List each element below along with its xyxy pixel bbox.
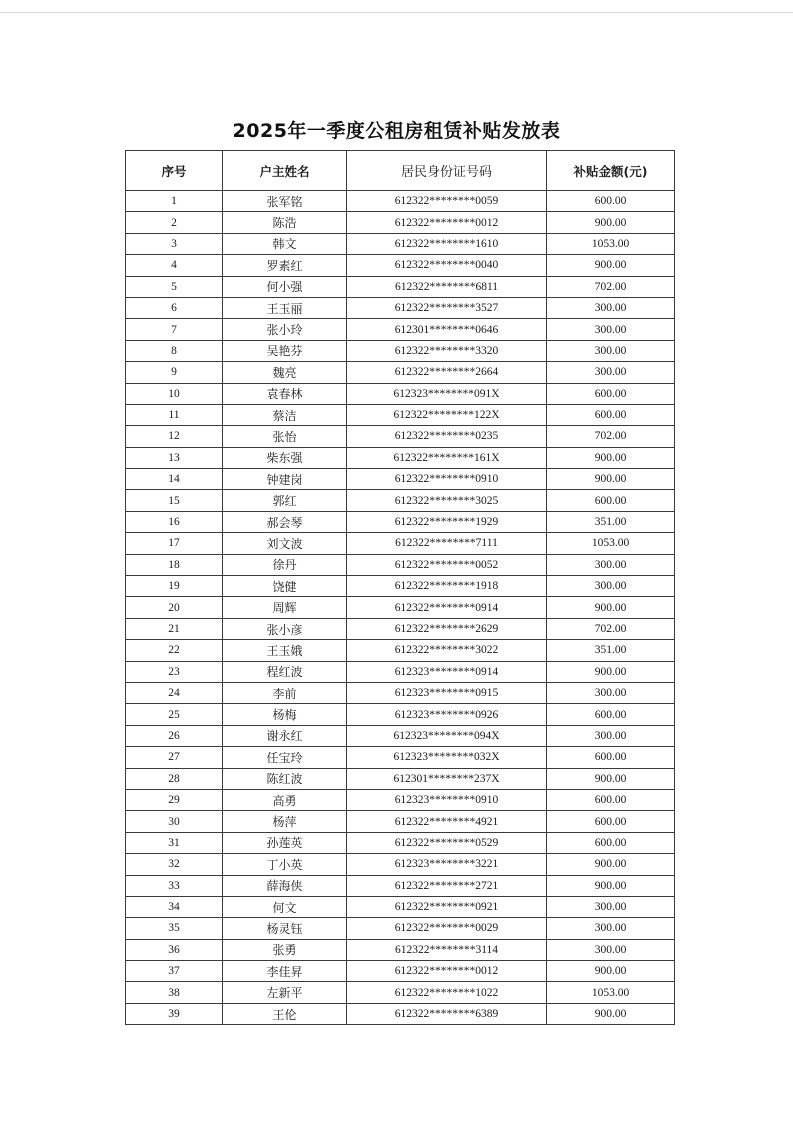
cell-name: 徐丹 [223, 554, 347, 575]
cell-id-number: 612323********0914 [347, 661, 547, 682]
cell-id-number: 612323********0915 [347, 682, 547, 703]
cell-id-number: 612323********3221 [347, 854, 547, 875]
table-row [126, 319, 675, 340]
cell-id-number: 612322********122X [347, 404, 547, 425]
cell-seq: 10 [126, 383, 223, 404]
cell-name: 杨梅 [223, 704, 347, 725]
cell-id-number: 612322********1610 [347, 233, 547, 254]
cell-amount: 600.00 [547, 811, 675, 832]
cell-id-number: 612322********0012 [347, 212, 547, 233]
cell-name: 蔡洁 [223, 404, 347, 425]
table-row [126, 533, 675, 554]
cell-amount: 300.00 [547, 576, 675, 597]
cell-seq: 27 [126, 747, 223, 768]
cell-seq: 28 [126, 768, 223, 789]
cell-amount: 702.00 [547, 618, 675, 639]
table-row [126, 918, 675, 939]
table-row [126, 725, 675, 746]
cell-name: 丁小英 [223, 854, 347, 875]
page-top-rule [0, 12, 793, 13]
cell-amount: 900.00 [547, 597, 675, 618]
cell-id-number: 612322********2629 [347, 618, 547, 639]
cell-name: 钟建岗 [223, 469, 347, 490]
cell-name: 杨萍 [223, 811, 347, 832]
cell-name: 陈红波 [223, 768, 347, 789]
table-row [126, 597, 675, 618]
cell-id-number: 612322********161X [347, 447, 547, 468]
cell-amount: 300.00 [547, 725, 675, 746]
cell-name: 李佳昇 [223, 961, 347, 982]
cell-name: 陈浩 [223, 212, 347, 233]
table-row [126, 704, 675, 725]
table-row [126, 276, 675, 297]
cell-seq: 13 [126, 447, 223, 468]
cell-name: 任宝玲 [223, 747, 347, 768]
cell-name: 张小彦 [223, 618, 347, 639]
cell-name: 张勇 [223, 939, 347, 960]
cell-id-number: 612322********6389 [347, 1003, 547, 1024]
cell-id-number: 612322********0529 [347, 832, 547, 853]
cell-amount: 1053.00 [547, 982, 675, 1003]
cell-id-number: 612322********0914 [347, 597, 547, 618]
cell-amount: 300.00 [547, 682, 675, 703]
cell-seq: 17 [126, 533, 223, 554]
cell-name: 韩文 [223, 233, 347, 254]
table-row [126, 469, 675, 490]
cell-amount: 300.00 [547, 297, 675, 318]
cell-id-number: 612323********0910 [347, 789, 547, 810]
cell-name: 周辉 [223, 597, 347, 618]
table-row [126, 661, 675, 682]
cell-seq: 8 [126, 340, 223, 361]
cell-seq: 19 [126, 576, 223, 597]
cell-seq: 11 [126, 404, 223, 425]
table-row [126, 682, 675, 703]
cell-amount: 300.00 [547, 896, 675, 917]
table-row [126, 554, 675, 575]
cell-amount: 702.00 [547, 426, 675, 447]
cell-amount: 900.00 [547, 447, 675, 468]
table-row [126, 426, 675, 447]
subsidy-table [125, 150, 675, 1025]
cell-name: 罗素红 [223, 255, 347, 276]
cell-amount: 300.00 [547, 362, 675, 383]
cell-amount: 600.00 [547, 191, 675, 212]
table-row [126, 297, 675, 318]
table-row [126, 832, 675, 853]
cell-amount: 900.00 [547, 469, 675, 490]
table-row [126, 961, 675, 982]
cell-id-number: 612322********3114 [347, 939, 547, 960]
cell-name: 魏亮 [223, 362, 347, 383]
cell-amount: 1053.00 [547, 233, 675, 254]
cell-name: 王玉丽 [223, 297, 347, 318]
cell-seq: 1 [126, 191, 223, 212]
cell-name: 李前 [223, 682, 347, 703]
cell-seq: 25 [126, 704, 223, 725]
table-row [126, 768, 675, 789]
cell-amount: 702.00 [547, 276, 675, 297]
cell-name: 郭红 [223, 490, 347, 511]
cell-seq: 30 [126, 811, 223, 832]
cell-name: 高勇 [223, 789, 347, 810]
cell-name: 薛海侠 [223, 875, 347, 896]
cell-seq: 3 [126, 233, 223, 254]
cell-amount: 900.00 [547, 961, 675, 982]
cell-seq: 4 [126, 255, 223, 276]
cell-name: 何文 [223, 896, 347, 917]
cell-amount: 600.00 [547, 704, 675, 725]
cell-seq: 12 [126, 426, 223, 447]
cell-amount: 300.00 [547, 918, 675, 939]
cell-seq: 16 [126, 511, 223, 532]
column-header-id-number: 居民身份证号码 [347, 151, 547, 191]
table-row [126, 640, 675, 661]
cell-id-number: 612322********0921 [347, 896, 547, 917]
table-row [126, 789, 675, 810]
cell-amount: 300.00 [547, 939, 675, 960]
cell-seq: 22 [126, 640, 223, 661]
cell-seq: 36 [126, 939, 223, 960]
cell-name: 程红波 [223, 661, 347, 682]
cell-seq: 15 [126, 490, 223, 511]
cell-name: 张小玲 [223, 319, 347, 340]
table-row [126, 875, 675, 896]
cell-seq: 5 [126, 276, 223, 297]
cell-amount: 351.00 [547, 640, 675, 661]
cell-seq: 35 [126, 918, 223, 939]
table-body [126, 191, 675, 1025]
table-row [126, 1003, 675, 1024]
cell-amount: 900.00 [547, 212, 675, 233]
cell-id-number: 612322********0059 [347, 191, 547, 212]
cell-id-number: 612322********0040 [347, 255, 547, 276]
cell-amount: 900.00 [547, 255, 675, 276]
cell-amount: 300.00 [547, 340, 675, 361]
table-row [126, 340, 675, 361]
table-header-row [126, 151, 675, 191]
cell-amount: 600.00 [547, 383, 675, 404]
cell-id-number: 612323********094X [347, 725, 547, 746]
column-header-name: 户主姓名 [223, 151, 347, 191]
page-title: 2025年一季度公租房租赁补贴发放表 [232, 120, 561, 142]
table-row [126, 383, 675, 404]
table-row [126, 854, 675, 875]
table-row [126, 939, 675, 960]
cell-id-number: 612322********4921 [347, 811, 547, 832]
cell-seq: 39 [126, 1003, 223, 1024]
table-row [126, 212, 675, 233]
cell-name: 刘文波 [223, 533, 347, 554]
cell-seq: 20 [126, 597, 223, 618]
table-row [126, 896, 675, 917]
cell-seq: 29 [126, 789, 223, 810]
cell-name: 左新平 [223, 982, 347, 1003]
cell-seq: 21 [126, 618, 223, 639]
cell-name: 杨灵钰 [223, 918, 347, 939]
cell-seq: 34 [126, 896, 223, 917]
cell-id-number: 612322********2664 [347, 362, 547, 383]
cell-amount: 600.00 [547, 404, 675, 425]
table-row [126, 447, 675, 468]
cell-amount: 600.00 [547, 490, 675, 511]
cell-id-number: 612323********091X [347, 383, 547, 404]
cell-name: 柴东强 [223, 447, 347, 468]
cell-amount: 300.00 [547, 554, 675, 575]
cell-seq: 2 [126, 212, 223, 233]
cell-id-number: 612322********0012 [347, 961, 547, 982]
table-row [126, 362, 675, 383]
cell-seq: 6 [126, 297, 223, 318]
cell-id-number: 612323********0926 [347, 704, 547, 725]
cell-seq: 32 [126, 854, 223, 875]
cell-name: 何小强 [223, 276, 347, 297]
cell-id-number: 612322********2721 [347, 875, 547, 896]
cell-amount: 900.00 [547, 854, 675, 875]
cell-amount: 1053.00 [547, 533, 675, 554]
table-row [126, 490, 675, 511]
cell-amount: 900.00 [547, 661, 675, 682]
cell-amount: 900.00 [547, 875, 675, 896]
table-row [126, 191, 675, 212]
table-row [126, 811, 675, 832]
column-header-seq: 序号 [126, 151, 223, 191]
cell-seq: 14 [126, 469, 223, 490]
cell-seq: 26 [126, 725, 223, 746]
cell-amount: 900.00 [547, 1003, 675, 1024]
cell-name: 袁春林 [223, 383, 347, 404]
table-row [126, 255, 675, 276]
table-row [126, 982, 675, 1003]
cell-id-number: 612322********0235 [347, 426, 547, 447]
cell-id-number: 612322********1918 [347, 576, 547, 597]
cell-id-number: 612322********0052 [347, 554, 547, 575]
cell-name: 张军铭 [223, 191, 347, 212]
cell-amount: 600.00 [547, 832, 675, 853]
column-header-amount: 补贴金额(元) [547, 151, 675, 191]
cell-name: 郝会琴 [223, 511, 347, 532]
cell-id-number: 612322********1022 [347, 982, 547, 1003]
cell-amount: 300.00 [547, 319, 675, 340]
cell-seq: 7 [126, 319, 223, 340]
table-row [126, 404, 675, 425]
cell-id-number: 612322********6811 [347, 276, 547, 297]
cell-seq: 24 [126, 682, 223, 703]
table-row [126, 233, 675, 254]
cell-amount: 600.00 [547, 747, 675, 768]
cell-id-number: 612322********3527 [347, 297, 547, 318]
cell-seq: 37 [126, 961, 223, 982]
cell-id-number: 612323********032X [347, 747, 547, 768]
cell-id-number: 612301********0646 [347, 319, 547, 340]
cell-seq: 9 [126, 362, 223, 383]
cell-id-number: 612322********1929 [347, 511, 547, 532]
cell-id-number: 612322********0029 [347, 918, 547, 939]
cell-name: 饶健 [223, 576, 347, 597]
cell-amount: 900.00 [547, 768, 675, 789]
cell-id-number: 612322********3320 [347, 340, 547, 361]
table-row [126, 618, 675, 639]
cell-seq: 31 [126, 832, 223, 853]
cell-name: 王玉娥 [223, 640, 347, 661]
cell-name: 孙莲英 [223, 832, 347, 853]
cell-name: 吴艳芬 [223, 340, 347, 361]
cell-id-number: 612322********3022 [347, 640, 547, 661]
cell-id-number: 612322********7111 [347, 533, 547, 554]
cell-seq: 23 [126, 661, 223, 682]
table-row [126, 511, 675, 532]
table-row [126, 747, 675, 768]
cell-amount: 351.00 [547, 511, 675, 532]
cell-name: 王伦 [223, 1003, 347, 1024]
cell-seq: 33 [126, 875, 223, 896]
cell-amount: 600.00 [547, 789, 675, 810]
cell-id-number: 612322********3025 [347, 490, 547, 511]
cell-seq: 38 [126, 982, 223, 1003]
cell-name: 谢永红 [223, 725, 347, 746]
cell-seq: 18 [126, 554, 223, 575]
cell-id-number: 612301********237X [347, 768, 547, 789]
table-row [126, 576, 675, 597]
cell-name: 张怡 [223, 426, 347, 447]
cell-id-number: 612322********0910 [347, 469, 547, 490]
